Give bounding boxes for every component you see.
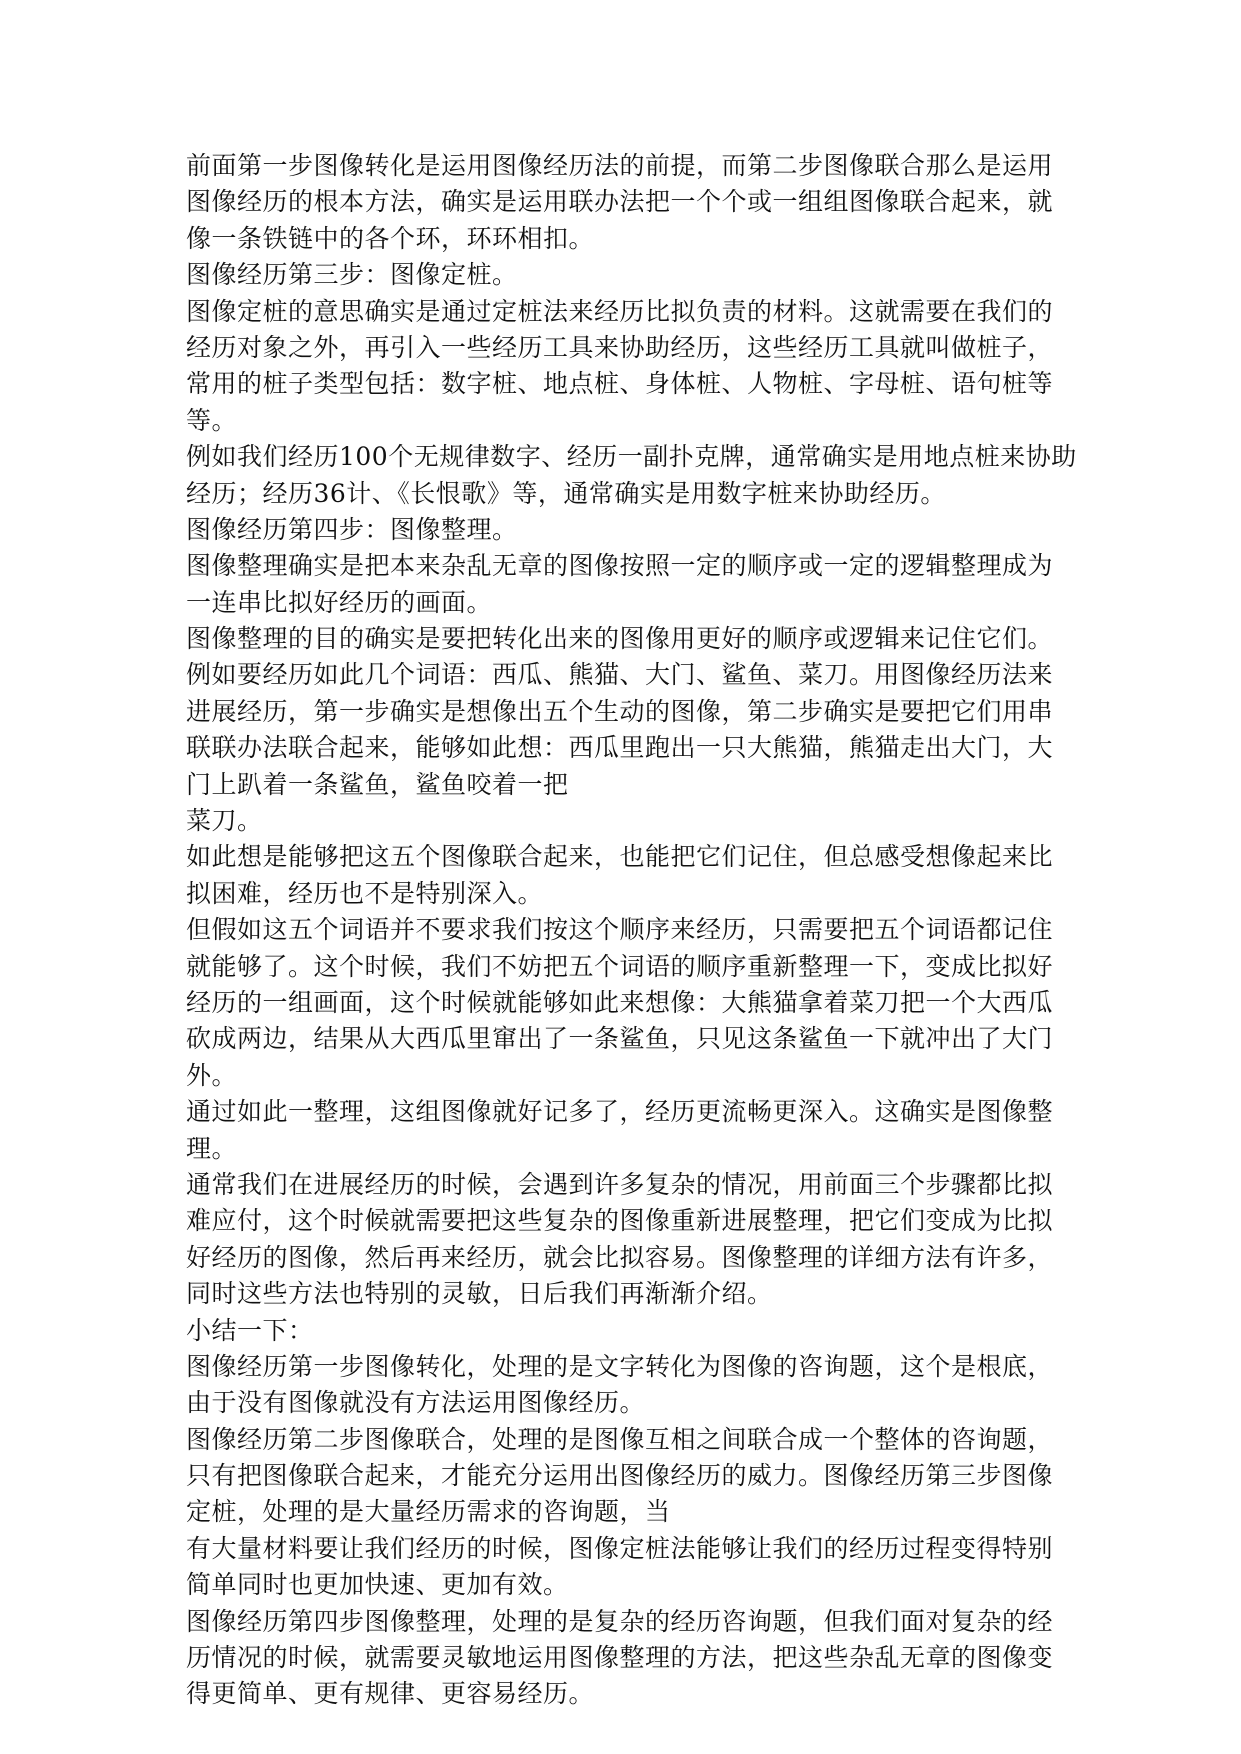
- text-line: 通过如此一整理，这组图像就好记多了，经历更流畅更深入。这确实是图像整: [186, 1097, 1054, 1127]
- text-line: 如此想是能够把这五个图像联合起来，也能把它们记住，但总感受想像起来比: [186, 842, 1054, 872]
- text-line: 定桩，处理的是大量经历需求的咨询题，当: [186, 1497, 671, 1527]
- text-line: 由于没有图像就没有方法运用图像经历。: [186, 1388, 646, 1418]
- text-line: 一连串比拟好经历的画面。: [186, 587, 493, 617]
- text-line: 难应付，这个时候就需要把这些复杂的图像重新进展整理，把它们变成为比拟: [186, 1206, 1054, 1236]
- text-line: 等。: [186, 405, 238, 435]
- text-line: 有大量材料要让我们经历的时候，图像定桩法能够让我们的经历过程变得特别: [186, 1533, 1054, 1563]
- text-line: 经历；经历36计、《长恨歌》等，通常确实是用数字桩来协助经历。: [186, 478, 946, 508]
- section-heading: 图像经历第三步：图像定桩。: [186, 260, 518, 290]
- text-line: 外。: [186, 1060, 238, 1090]
- text-line: 图像整理确实是把本来杂乱无章的图像按照一定的顺序或一定的逻辑整理成为: [186, 551, 1054, 581]
- text-line: 联联办法联合起来，能够如此想：西瓜里跑出一只大熊猫，熊猫走出大门，大: [186, 733, 1054, 763]
- text-line: 前面第一步图像转化是运用图像经历法的前提，而第二步图像联合那么是运用: [186, 151, 1054, 180]
- text-line: 得更简单、更有规律、更容易经历。: [186, 1679, 595, 1709]
- text-line: 例如我们经历100个无规律数字、经历一副扑克牌，通常确实是用地点桩来协助: [186, 442, 1077, 472]
- section-heading: 图像经历第四步：图像整理。: [186, 514, 518, 544]
- text-line: 好经历的图像，然后再来经历，就会比拟容易。图像整理的详细方法有许多，: [186, 1242, 1054, 1272]
- text-line: 图像经历第二步图像联合，处理的是图像互相之间联合成一个整体的咨询题，: [186, 1424, 1054, 1454]
- text-line: 例如要经历如此几个词语：西瓜、熊猫、大门、鲨鱼、菜刀。用图像经历法来: [186, 660, 1054, 690]
- text-line: 图像定桩的意思确实是通过定桩法来经历比拟负责的材料。这就需要在我们的: [186, 296, 1054, 326]
- text-line: 图像经历第四步图像整理，处理的是复杂的经历咨询题，但我们面对复杂的经: [186, 1606, 1054, 1636]
- text-line: 进展经历，第一步确实是想像出五个生动的图像，第二步确实是要把它们用串: [186, 696, 1054, 726]
- text-line: 通常我们在进展经历的时候，会遇到许多复杂的情况，用前面三个步骤都比拟: [186, 1169, 1054, 1199]
- text-line: 拟困难，经历也不是特别深入。: [186, 878, 544, 908]
- text-line: 图像整理的目的确实是要把转化出来的图像用更好的顺序或逻辑来记住它们。: [186, 624, 1054, 654]
- section-heading: 小结一下：: [186, 1315, 314, 1345]
- text-line: 历情况的时候，就需要灵敏地运用图像整理的方法，把这些杂乱无章的图像变: [186, 1643, 1054, 1673]
- text-line: 图像经历的根本方法，确实是运用联办法把一个个或一组组图像联合起来，就: [186, 187, 1054, 217]
- text-line: 图像经历第一步图像转化，处理的是文字转化为图像的咨询题，这个是根底，: [186, 1351, 1054, 1381]
- text-line: 像一条铁链中的各个环，环环相扣。: [186, 223, 595, 253]
- text-line: 菜刀。: [186, 806, 263, 836]
- text-line: 经历的一组画面，这个时候就能够如此来想像：大熊猫拿着菜刀把一个大西瓜: [186, 987, 1054, 1017]
- text-line: 但假如这五个词语并不要求我们按这个顺序来经历，只需要把五个词语都记住: [186, 915, 1054, 945]
- text-line: 同时这些方法也特别的灵敏，日后我们再渐渐介绍。: [186, 1279, 773, 1309]
- text-line: 常用的桩子类型包括：数字桩、地点桩、身体桩、人物桩、字母桩、语句桩等: [186, 369, 1054, 399]
- text-line: 经历对象之外，再引入一些经历工具来协助经历，这些经历工具就叫做桩子，: [186, 332, 1054, 362]
- text-line: 砍成两边，结果从大西瓜里窜出了一条鲨鱼，只见这条鲨鱼一下就冲出了大门: [186, 1024, 1054, 1054]
- text-line: 只有把图像联合起来，才能充分运用出图像经历的威力。图像经历第三步图像: [186, 1461, 1054, 1491]
- text-line: 就能够了。这个时候，我们不妨把五个词语的顺序重新整理一下，变成比拟好: [186, 951, 1054, 981]
- text-line: 简单同时也更加快速、更加有效。: [186, 1570, 569, 1600]
- text-line: 门上趴着一条鲨鱼，鲨鱼咬着一把: [186, 769, 569, 799]
- text-line: 理。: [186, 1133, 238, 1163]
- document-body: [186, 148, 1077, 1713]
